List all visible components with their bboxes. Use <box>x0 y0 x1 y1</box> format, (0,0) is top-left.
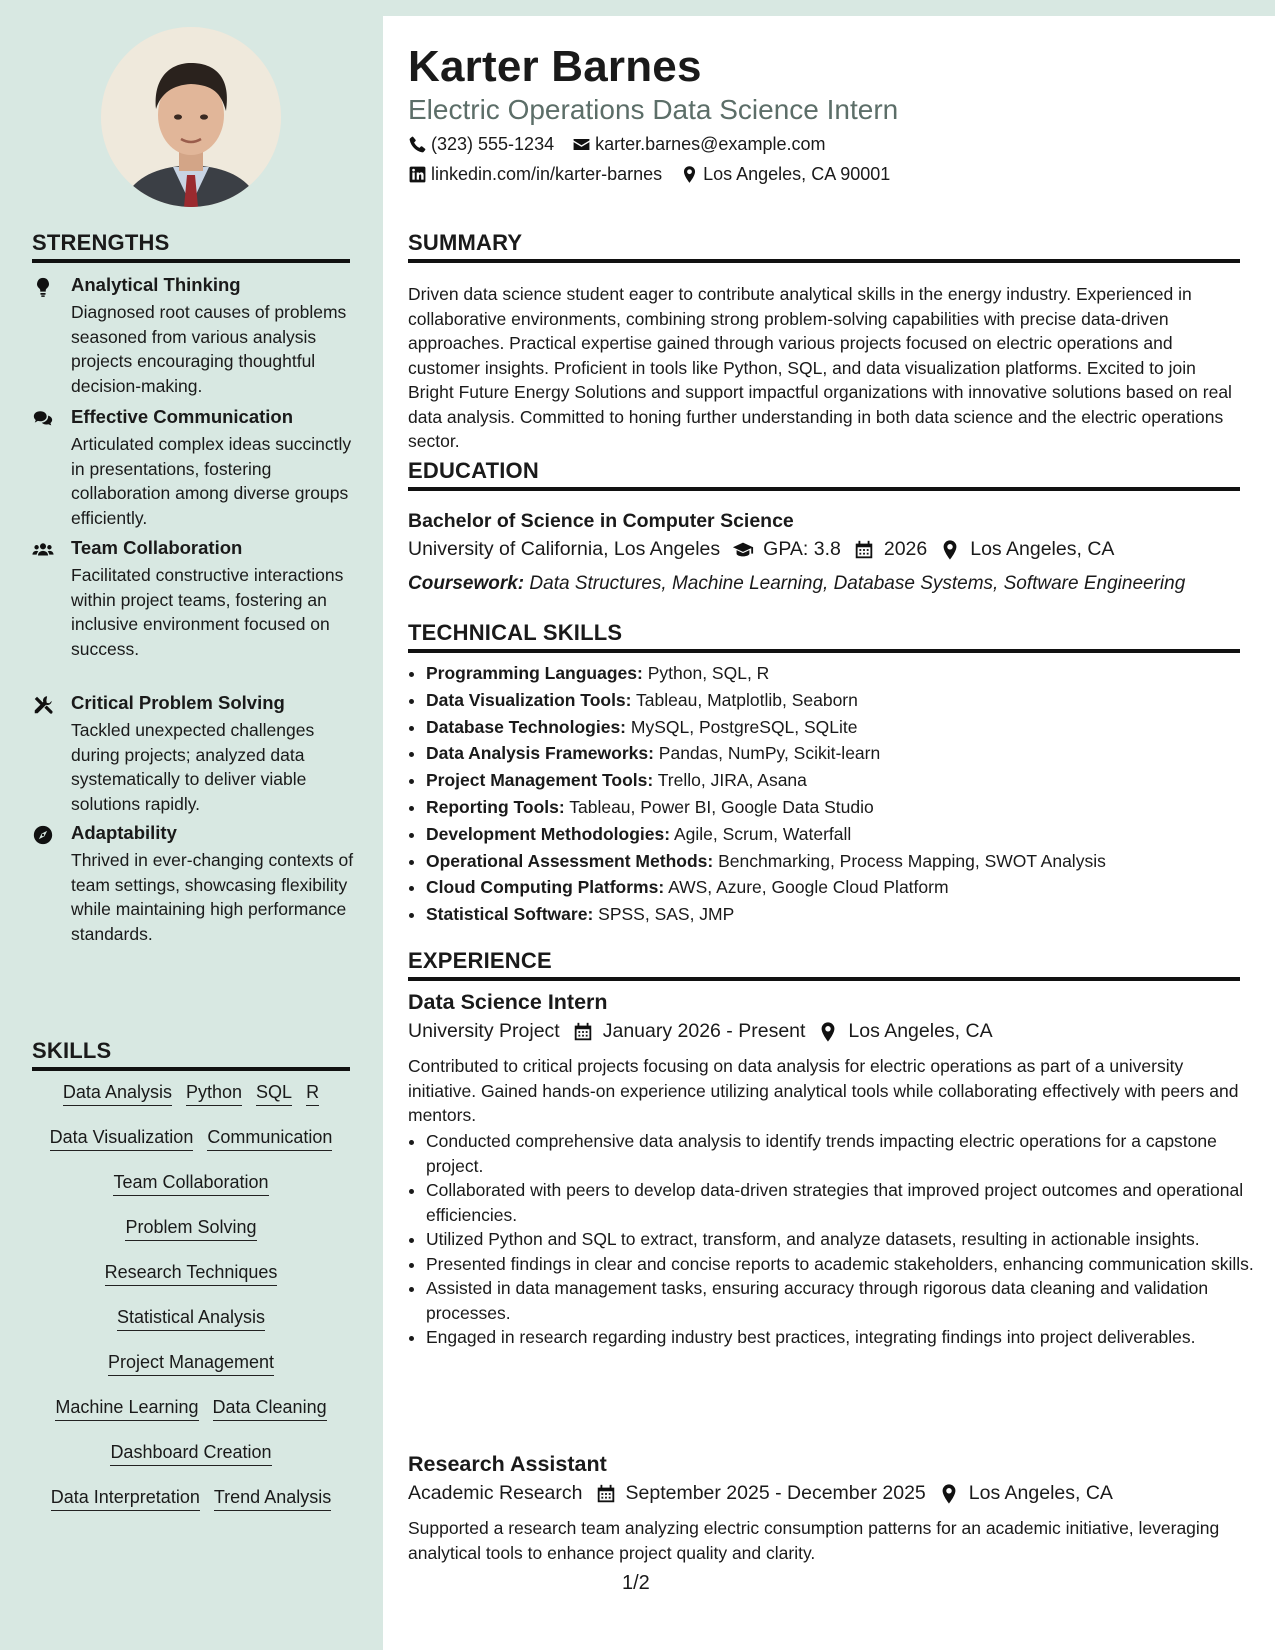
strength-title: Effective Communication <box>71 406 294 427</box>
job-description: Supported a research team analyzing electric consumption patterns for an academic initiative, leveraging analytical tools to enhance project quality and clarity. <box>408 1518 1220 1563</box>
list-item: • Collaborated with peers to develop data-driven strategies that improved project outcomes and operational efficiencies. <box>426 1178 1258 1227</box>
skill-values: Tableau, Matplotlib, Seaborn <box>636 689 858 710</box>
job-description: Contributed to critical projects focusing on data analysis for electric operations as part of a university initiative. Gained hands-on experience utilizing analytical tools while collaborating effectively with peers and mentors. <box>408 1056 1239 1125</box>
contact-row <box>408 134 843 155</box>
school-location: Los Angeles, CA <box>970 538 1115 560</box>
job-bullets <box>408 1129 1258 1350</box>
skills-list <box>32 1082 350 1532</box>
skill-values: Tableau, Power BI, Google Data Studio <box>569 796 874 817</box>
education-meta <box>408 538 1114 561</box>
skill-tag: Data Interpretation <box>51 1487 200 1511</box>
technical-skills-heading: TECHNICAL SKILLS <box>408 620 1240 653</box>
calendar-icon <box>853 539 875 561</box>
skill-tag: Data Cleaning <box>213 1397 327 1421</box>
list-item <box>426 767 1258 794</box>
profile-photo <box>101 27 281 207</box>
job-location: Los Angeles, CA <box>968 1482 1113 1504</box>
skill-tag: Python <box>186 1082 242 1106</box>
linkedin-icon <box>408 165 427 184</box>
technical-skills-list <box>408 660 1258 928</box>
skill-values: Python, SQL, R <box>647 663 770 683</box>
skill-category: Operational Assessment Methods: <box>426 850 714 871</box>
skill-tag: Statistical Analysis <box>117 1307 265 1331</box>
skill-values: MySQL, PostgreSQL, SQLite <box>630 716 858 737</box>
job-location: Los Angeles, CA <box>848 1020 993 1042</box>
skill-tag: Team Collaboration <box>113 1172 268 1196</box>
list-item <box>426 714 1258 741</box>
skill-values: Pandas, NumPy, Scikit-learn <box>658 743 881 764</box>
phone-text: (323) 555-1234 <box>431 134 555 154</box>
list-item <box>426 660 1258 687</box>
skill-category: Reporting Tools: <box>426 796 565 817</box>
skill-category: Statistical Software: <box>426 904 594 925</box>
skill-tag: Research Techniques <box>105 1262 278 1286</box>
skill-tag: SQL <box>256 1082 292 1106</box>
skill-tag: Problem Solving <box>125 1217 256 1241</box>
list-item <box>426 794 1258 821</box>
summary-text: Driven data science student eager to contribute analytical skills in the energy industry. Experienced in collaborative environments, combining strong problem-solving capabilities with precise data-driven approaches. Practical expertise gained through various projects focused on electric operations and customer insights. Proficient in tools like Python, SQL, and data visualization platforms. Excited to join Bright Future Energy Solutions and support impactful organizations with innovative solutions based on real data analysis. Committed to honing further understanding in both data science and the electric operations sector. <box>408 284 1232 451</box>
job-org: University Project <box>408 1020 560 1042</box>
gpa-text: GPA: 3.8 <box>763 538 841 560</box>
list-item <box>426 901 1258 928</box>
skill-values: AWS, Azure, Google Cloud Platform <box>668 877 949 898</box>
list-item <box>426 874 1258 901</box>
list-item <box>426 848 1258 875</box>
strength-desc: Tackled unexpected challenges during projects; analyzed data systematically to deliver viable solutions rapidly. <box>71 720 315 814</box>
list-item <box>426 821 1258 848</box>
strength-desc: Diagnosed root causes of problems seasoned from various analysis projects encouraging thoughtful decision-making. <box>71 302 347 396</box>
list-item: • Presented findings in clear and concise reports to academic stakeholders, enhancing communication skills. <box>426 1252 1258 1277</box>
strength-title: Analytical Thinking <box>71 274 241 295</box>
candidate-title: Electric Operations Data Science Intern <box>408 94 899 125</box>
job-title: Data Science Intern <box>408 990 608 1014</box>
lightbulb-icon <box>32 276 54 298</box>
strengths-heading: STRENGTHS <box>32 230 350 263</box>
strength-title: Critical Problem Solving <box>71 692 285 713</box>
coursework-list: Data Structures, Machine Learning, Database Systems, Software Engineering <box>529 573 1186 594</box>
graduation-cap-icon <box>732 539 754 561</box>
list-item: • Conducted comprehensive data analysis to identify trends impacting electric operations for a capstone project. <box>426 1129 1258 1178</box>
job-title: Research Assistant <box>408 1452 607 1476</box>
skill-category: Cloud Computing Platforms: <box>426 877 665 898</box>
candidate-name: Karter Barnes <box>408 42 702 91</box>
strength-title: Adaptability <box>71 822 177 843</box>
comments-icon <box>32 408 54 430</box>
experience-heading: EXPERIENCE <box>408 948 1240 981</box>
job-meta <box>408 1482 1113 1505</box>
skills-heading: SKILLS <box>32 1038 350 1071</box>
coursework <box>408 573 1185 595</box>
location-pin-icon <box>680 165 699 184</box>
list-item: • Engaged in research regarding industry best practices, integrating findings into project deliverables. <box>426 1325 1258 1350</box>
school-name: University of California, Los Angeles <box>408 538 721 560</box>
summary-heading: SUMMARY <box>408 230 1240 263</box>
graduation-year: 2026 <box>883 538 928 560</box>
skill-tag: R <box>306 1082 319 1106</box>
skill-category: Programming Languages: <box>426 663 643 683</box>
strength-desc: Articulated complex ideas succinctly in presentations, fostering collaboration among diverse groups efficiently. <box>71 434 352 528</box>
list-item: • Utilized Python and SQL to extract, transform, and analyze datasets, resulting in actionable insights. <box>426 1227 1258 1252</box>
skill-category: Project Management Tools: <box>426 770 654 791</box>
skill-category: Data Visualization Tools: <box>426 689 632 710</box>
list-item <box>426 740 1258 767</box>
job-meta <box>408 1020 993 1043</box>
users-icon <box>32 539 54 561</box>
skill-category: Data Analysis Frameworks: <box>426 743 654 764</box>
skill-category: Database Technologies: <box>426 716 627 737</box>
phone-icon <box>408 135 427 154</box>
skill-tag: Data Visualization <box>50 1127 194 1151</box>
coursework-label: Coursework: <box>408 573 525 594</box>
skill-tag: Dashboard Creation <box>110 1442 271 1466</box>
linkedin-link[interactable]: linkedin.com/in/karter-barnes <box>431 164 663 184</box>
strength-title: Team Collaboration <box>71 537 243 558</box>
compass-icon <box>32 824 54 846</box>
skill-values: Agile, Scrum, Waterfall <box>673 823 852 844</box>
location-text: Los Angeles, CA 90001 <box>703 164 891 184</box>
skill-tag: Communication <box>207 1127 332 1151</box>
skill-tag: Trend Analysis <box>214 1487 331 1511</box>
education-heading: EDUCATION <box>408 458 1240 491</box>
list-item: • Assisted in data management tasks, ensuring accuracy through rigorous data cleaning and validation processes. <box>426 1276 1258 1325</box>
strength-desc: Thrived in ever-changing contexts of team settings, showcasing flexibility while maintaining high performance standards. <box>71 850 354 944</box>
skill-category: Development Methodologies: <box>426 823 671 844</box>
calendar-icon <box>572 1021 594 1043</box>
skill-tag: Machine Learning <box>55 1397 198 1421</box>
skill-values: Trello, JIRA, Asana <box>657 770 807 791</box>
skill-tag: Project Management <box>108 1352 274 1376</box>
list-item <box>426 687 1258 714</box>
contact-row <box>408 164 908 185</box>
sidebar <box>0 0 383 1650</box>
degree-title: Bachelor of Science in Computer Science <box>408 510 794 532</box>
calendar-icon <box>595 1483 617 1505</box>
location-pin-icon <box>938 1483 960 1505</box>
email-link[interactable]: karter.barnes@example.com <box>595 134 826 154</box>
skill-values: SPSS, SAS, JMP <box>598 904 735 925</box>
location-pin-icon <box>817 1021 839 1043</box>
skill-values: Benchmarking, Process Mapping, SWOT Analysis <box>718 850 1106 871</box>
job-dates: September 2025 - December 2025 <box>625 1482 926 1504</box>
page-number: 1/2 <box>622 1572 650 1594</box>
strength-desc: Facilitated constructive interactions within project teams, fostering an inclusive environment focused on success. <box>71 565 344 659</box>
skill-tag: Data Analysis <box>63 1082 172 1106</box>
job-dates: January 2026 - Present <box>602 1020 806 1042</box>
location-pin-icon <box>939 539 961 561</box>
tools-icon <box>32 694 54 716</box>
email-icon <box>572 135 591 154</box>
job-org: Academic Research <box>408 1482 583 1504</box>
